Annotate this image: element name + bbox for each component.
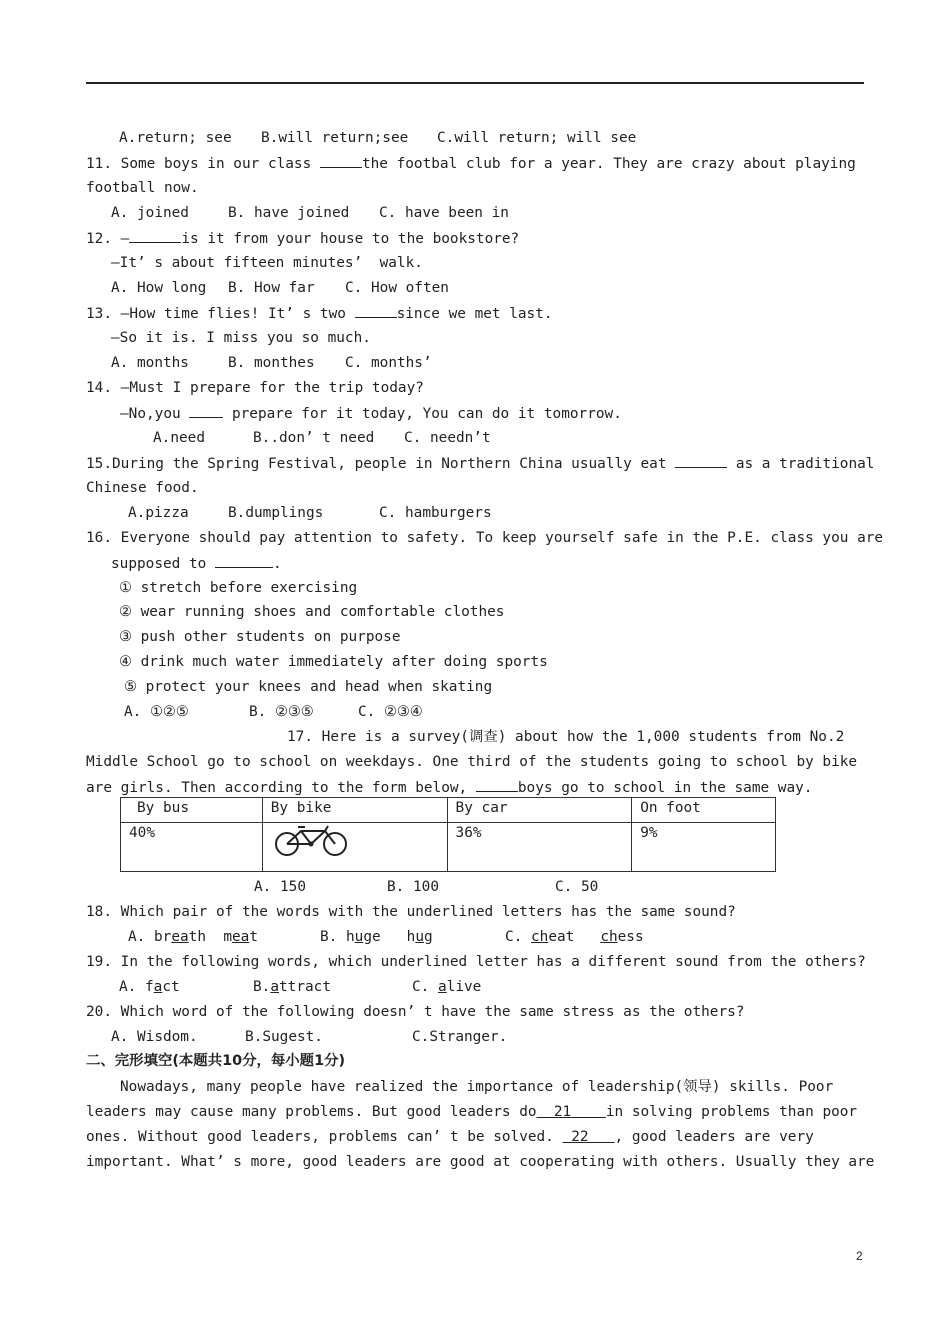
q16-item-5: ⑤ protect your knees and head when skating: [124, 679, 493, 695]
survey-header-cell: By car: [447, 798, 632, 823]
q20-option-c: C.Stranger.: [412, 1029, 508, 1045]
q20-stem: 20. Which word of the following doesn’ t have the same stress as the others?: [86, 1004, 745, 1020]
q14-stem: 14. —Must I prepare for the trip today?: [86, 380, 424, 396]
q18-stem: 18. Which pair of the words with the underlined letters has the same sound?: [86, 904, 736, 920]
survey-value-cell: 9%: [632, 823, 776, 872]
survey-table: [120, 797, 776, 872]
q12-stem: 12. — is it from your house to the bookstore?: [86, 228, 519, 249]
answer-blank: [320, 153, 362, 168]
passage-line: important. What’ s more, good leaders are good at cooperating with others. Usually they are: [86, 1154, 875, 1170]
q11-stem: 11. Some boys in our class the footbal club for a year. They are crazy about playing: [86, 153, 856, 174]
q14-option-b: B..don’ t need: [253, 430, 375, 446]
q16-option-c: C. ②③④: [358, 704, 423, 720]
q15-stem: 15.During the Spring Festival, people in Northern China usually eat as a traditional: [86, 453, 874, 474]
q14-reply: —No,you prepare for it today, You can do it tomorrow.: [120, 403, 622, 424]
q17-stem: 17. Here is a survey(调查) about how the 1,000 students from No.2: [287, 729, 845, 745]
q18-option-b: B. huge hug: [320, 929, 433, 945]
q14-option-a: A.need: [153, 430, 205, 446]
q11-option-b: B. have joined: [228, 205, 350, 221]
q18-option-c: C. cheat chess: [505, 929, 644, 945]
answer-blank: [355, 303, 397, 318]
q10-option-b: B.will return;see: [261, 130, 409, 146]
q16-item-4: ④ drink much water immediately after doing sports: [119, 654, 548, 670]
survey-header-cell: By bus: [121, 798, 263, 823]
q15-option-c: C. hamburgers: [379, 505, 492, 521]
q17-option-b: B. 100: [387, 879, 439, 895]
q20-option-a: A. Wisdom.: [111, 1029, 198, 1045]
q19-option-a: A. fact: [119, 979, 180, 995]
q12-option-c: C. How often: [345, 280, 449, 296]
q10-option-c: C.will return; will see: [437, 130, 637, 146]
q11-option-c: C. have been in: [379, 205, 509, 221]
answer-blank: [215, 553, 273, 568]
q16-item-1: ① stretch before exercising: [119, 580, 358, 596]
q12-reply: —It’ s about fifteen minutes’ walk.: [111, 255, 423, 271]
blank-22: 22: [571, 1129, 589, 1145]
q15-option-a: A.pizza: [128, 505, 189, 521]
q19-option-b: B.attract: [253, 979, 331, 995]
bicycle-icon: [271, 825, 353, 857]
survey-value-cell: 36%: [447, 823, 632, 872]
answer-blank: [675, 453, 727, 468]
q19-option-c: C. alive: [412, 979, 482, 995]
section-heading: 二、完形填空(本题共10分，每小题1分): [86, 1053, 346, 1069]
q11-stem-cont: football now.: [86, 180, 199, 196]
survey-bike-cell: [262, 823, 447, 872]
q20-option-b: B.Sugest.: [245, 1029, 323, 1045]
q17-stem-line3: are girls. Then according to the form below, boys go to school in the same way.: [86, 777, 812, 798]
q16-option-a: A. ①②⑤: [124, 704, 189, 720]
survey-value-row: [121, 823, 776, 872]
q13-option-a: A. months: [111, 355, 189, 371]
passage-line: ones. Without good leaders, problems can’ t be solved. 22 , good leaders are very: [86, 1129, 814, 1145]
q17-stem-line2: Middle School go to school on weekdays. One third of the students going to school by bike: [86, 754, 858, 770]
page-number: 2: [856, 1249, 863, 1263]
q17-option-a: A. 150: [254, 879, 306, 895]
passage-line: Nowadays, many people have realized the importance of leadership(领导) skills. Poor: [120, 1079, 834, 1095]
q16-stem: 16. Everyone should pay attention to safety. To keep yourself safe in the P.E. class you are: [86, 530, 884, 546]
answer-blank: [189, 403, 223, 418]
q16-stem-cont: supposed to .: [111, 553, 282, 574]
survey-header-cell: By bike: [262, 798, 447, 823]
survey-value-cell: 40%: [121, 823, 263, 872]
passage-line: leaders may cause many problems. But good leaders do 21 in solving problems than poor: [86, 1104, 858, 1120]
q16-item-2: ② wear running shoes and comfortable clothes: [119, 604, 505, 620]
q11-option-a: A. joined: [111, 205, 189, 221]
survey-header-row: [121, 798, 776, 823]
q19-stem: 19. In the following words, which underlined letter has a different sound from the others?: [86, 954, 866, 970]
q15-stem-cont: Chinese food.: [86, 480, 199, 496]
q14-option-c: C. needn’t: [404, 430, 491, 446]
answer-blank: [129, 228, 181, 243]
header-rule: [86, 82, 864, 84]
q17-option-c: C. 50: [555, 879, 599, 895]
q16-option-b: B. ②③⑤: [249, 704, 314, 720]
q18-option-a: A. breath meat: [128, 929, 258, 945]
q13-option-c: C. months’: [345, 355, 432, 371]
q12-option-a: A. How long: [111, 280, 207, 296]
q12-option-b: B. How far: [228, 280, 315, 296]
q10-option-a: A.return; see: [119, 130, 232, 146]
answer-blank: [476, 777, 518, 792]
q13-option-b: B. monthes: [228, 355, 315, 371]
q15-option-b: B.dumplings: [228, 505, 324, 521]
q16-item-3: ③ push other students on purpose: [119, 629, 401, 645]
q13-reply: —So it is. I miss you so much.: [111, 330, 371, 346]
q13-stem: 13. —How time flies! It’ s two since we met last.: [86, 303, 553, 324]
blank-21: 21: [553, 1104, 572, 1120]
survey-header-cell: On foot: [632, 798, 776, 823]
